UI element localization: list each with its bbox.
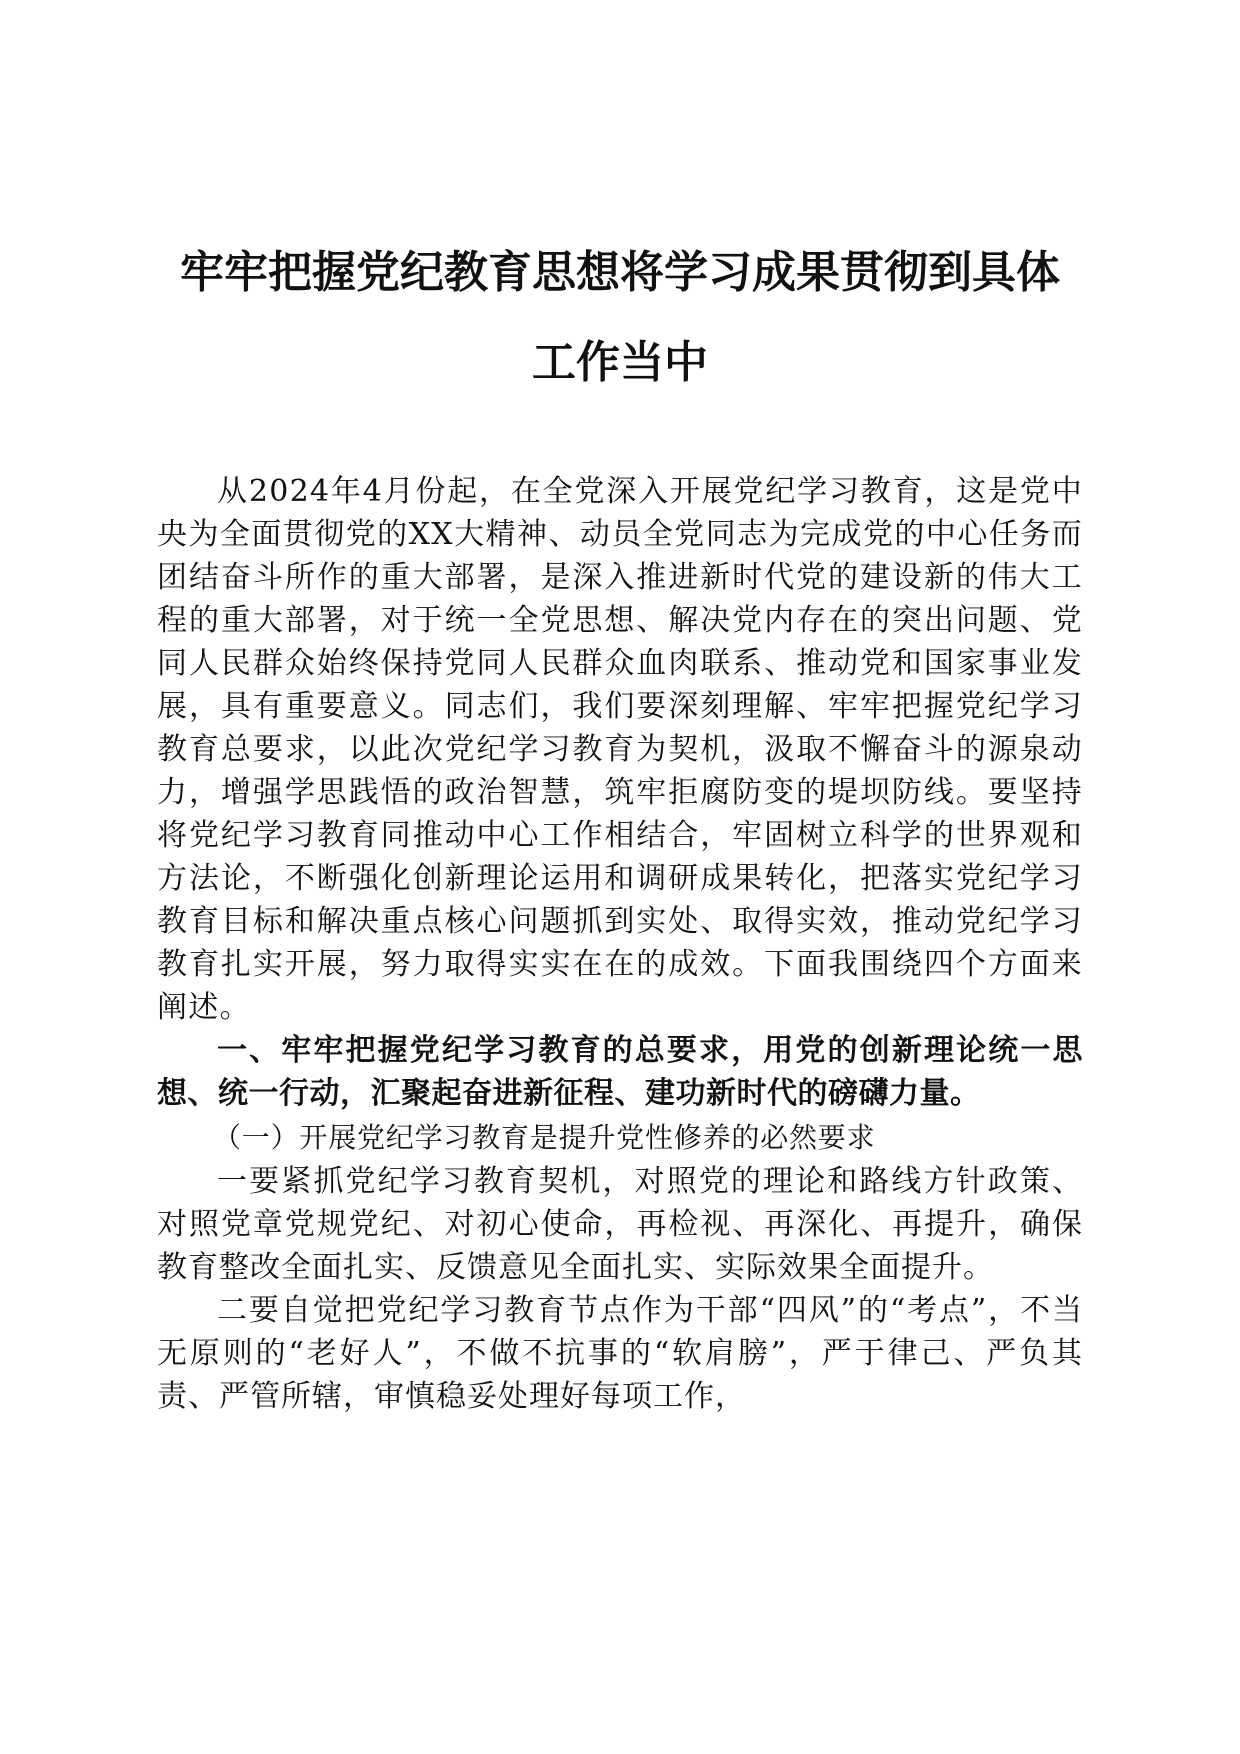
title-line-1: 牢牢把握党纪教育思想将学习成果贯彻到具体	[180, 247, 1060, 298]
title-line-2: 工作当中	[532, 337, 708, 388]
document-title	[157, 228, 1083, 408]
body-paragraph-2: 一要紧抓党纪学习教育契机，对照党的理论和路线方针政策、对照党章党规党纪、对初心使命，再检视、再深化、再提升，确保教育整改全面扎实、反馈意见全面扎实、实际效果全面提升。	[157, 1164, 1083, 1285]
subsection-heading-1: （一）开展党纪学习教育是提升党性修养的必然要求	[213, 1121, 876, 1154]
section-heading-1: 一、牢牢把握党纪学习教育的总要求，用党的创新理论统一思想、统一行动，汇聚起奋进新征程、建功新时代的磅礴力量。	[157, 1033, 1083, 1111]
body-paragraph-3: 二要自觉把党纪学习教育节点作为干部“四风”的“考点”，不当无原则的“老好人”，不做不抗事的“软肩膀”，严于律己、严负其责、严管所辖，审慎稳妥处理好每项工作，	[157, 1293, 1083, 1414]
document-body	[157, 470, 1083, 1418]
intro-paragraph: 从2024年4月份起，在全党深入开展党纪学习教育，这是党中央为全面贯彻党的XX大精神、动员全党同志为完成党的中心任务而团结奋斗所作的重大部署，是深入推进新时代党的建设新的伟大工程的重大部署，对于统一全党思想、解决党内存在的突出问题、党同人民群众始终保持党同人民群众血肉联系、推动党和国家事业发展，具有重要意义。同志们，我们要深刻理解、牢牢把握党纪学习教育总要求，以此次党纪学习教育为契机，汲取不懈奋斗的源泉动力，增强学思践悟的政治智慧，筑牢拒腐防变的堤坝防线。要坚持将党纪学习教育同推动中心工作相结合，牢固树立科学的世界观和方法论，不断强化创新理论运用和调研成果转化，把落实党纪学习教育目标和解决重点核心问题抓到实处、取得实效，推动党纪学习教育扎实开展，努力取得实实在在的成效。下面我围绕四个方面来阐述。	[157, 474, 1083, 1025]
